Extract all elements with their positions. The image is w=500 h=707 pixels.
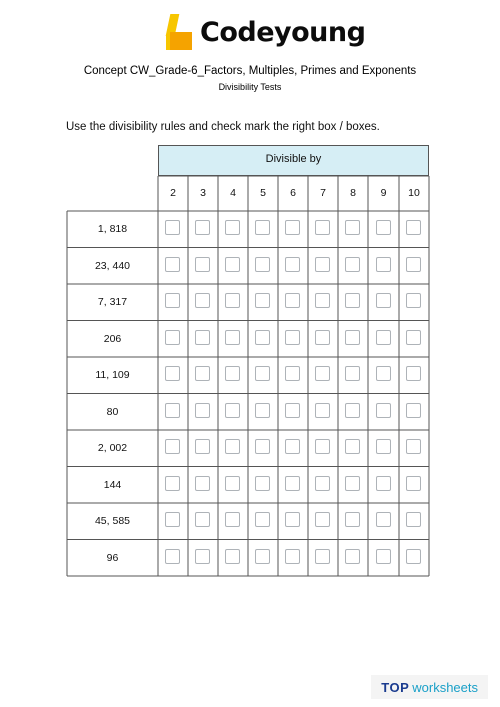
divisibility-checkbox[interactable] — [225, 403, 240, 418]
divisibility-checkbox[interactable] — [195, 366, 210, 381]
divisibility-checkbox[interactable] — [165, 549, 180, 564]
number-label: 2, 002 — [97, 442, 128, 455]
divisibility-checkbox[interactable] — [255, 439, 270, 454]
divisibility-checkbox[interactable] — [376, 330, 391, 345]
divisibility-checkbox[interactable] — [376, 439, 391, 454]
worksheet-title: Concept CW_Grade-6_Factors, Multiples, Primes and Exponents — [83, 65, 417, 77]
divisibility-checkbox[interactable] — [376, 293, 391, 308]
divisibility-checkbox[interactable] — [315, 366, 330, 381]
divisibility-checkbox[interactable] — [345, 257, 360, 272]
number-label: 7, 317 — [97, 296, 128, 309]
divisibility-checkbox[interactable] — [255, 476, 270, 491]
divisibility-checkbox[interactable] — [345, 549, 360, 564]
divisibility-checkbox[interactable] — [315, 549, 330, 564]
divisibility-checkbox[interactable] — [195, 257, 210, 272]
divisibility-checkbox[interactable] — [255, 330, 270, 345]
divisibility-checkbox[interactable] — [165, 220, 180, 235]
number-label: 80 — [106, 405, 119, 418]
divisibility-checkbox[interactable] — [406, 439, 421, 454]
divisibility-checkbox[interactable] — [345, 403, 360, 418]
divisibility-checkbox[interactable] — [406, 512, 421, 527]
divisibility-checkbox[interactable] — [165, 512, 180, 527]
divisibility-checkbox[interactable] — [345, 439, 360, 454]
divisibility-checkbox[interactable] — [315, 293, 330, 308]
divisibility-checkbox[interactable] — [376, 366, 391, 381]
divisor-label: 10 — [408, 187, 420, 199]
divisibility-checkbox[interactable] — [255, 366, 270, 381]
divisibility-checkbox[interactable] — [315, 257, 330, 272]
divisibility-checkbox[interactable] — [406, 403, 421, 418]
divisor-label: 2 — [170, 187, 176, 199]
divisibility-checkbox[interactable] — [285, 512, 300, 527]
divisibility-checkbox[interactable] — [285, 366, 300, 381]
divisibility-checkbox[interactable] — [195, 476, 210, 491]
number-label: 144 — [103, 478, 122, 491]
divisibility-checkbox[interactable] — [165, 476, 180, 491]
divisibility-checkbox[interactable] — [195, 293, 210, 308]
number-label: 23, 440 — [94, 259, 131, 272]
divisibility-checkbox[interactable] — [315, 330, 330, 345]
footer-top-label: TOP — [381, 679, 410, 695]
divisibility-checkbox[interactable] — [255, 257, 270, 272]
number-label: 1, 818 — [97, 223, 128, 236]
divisibility-checkbox[interactable] — [285, 549, 300, 564]
divisibility-checkbox[interactable] — [315, 476, 330, 491]
divisibility-checkbox[interactable] — [315, 403, 330, 418]
divisibility-checkbox[interactable] — [285, 220, 300, 235]
divisibility-checkbox[interactable] — [376, 257, 391, 272]
divisor-label: 8 — [350, 187, 356, 199]
divisibility-checkbox[interactable] — [165, 366, 180, 381]
divisibility-checkbox[interactable] — [376, 220, 391, 235]
divisibility-checkbox[interactable] — [165, 403, 180, 418]
divisibility-checkbox[interactable] — [225, 257, 240, 272]
divisibility-checkbox[interactable] — [345, 366, 360, 381]
divisibility-checkbox[interactable] — [195, 220, 210, 235]
divisibility-checkbox[interactable] — [225, 366, 240, 381]
divisibility-checkbox[interactable] — [406, 220, 421, 235]
divisibility-checkbox[interactable] — [195, 403, 210, 418]
topworksheets-badge — [371, 675, 488, 699]
divisibility-checkbox[interactable] — [195, 512, 210, 527]
divisibility-checkbox[interactable] — [406, 476, 421, 491]
divisibility-checkbox[interactable] — [285, 476, 300, 491]
brand-name: Codeyoung — [200, 16, 366, 48]
number-label: 11, 109 — [95, 369, 130, 382]
divisibility-checkbox[interactable] — [285, 403, 300, 418]
divisibility-checkbox[interactable] — [345, 293, 360, 308]
divisor-label: 6 — [290, 187, 296, 199]
divisibility-checkbox[interactable] — [285, 293, 300, 308]
number-label: 96 — [106, 551, 119, 564]
divisibility-checkbox[interactable] — [345, 220, 360, 235]
divisibility-checkbox[interactable] — [406, 293, 421, 308]
divisible-by-label: Divisible by — [265, 153, 322, 165]
number-label: 206 — [103, 332, 122, 345]
divisibility-checkbox[interactable] — [225, 293, 240, 308]
divisor-label: 9 — [380, 187, 387, 199]
divisibility-checkbox[interactable] — [255, 220, 270, 235]
worksheet-subtitle: Divisibility Tests — [218, 82, 282, 92]
number-label: 45, 585 — [94, 515, 131, 528]
divisibility-checkbox[interactable] — [376, 403, 391, 418]
divisibility-checkbox[interactable] — [225, 330, 240, 345]
instruction-text: Use the divisibility rules and check mark the right box / boxes. — [66, 121, 380, 133]
divisibility-checkbox[interactable] — [315, 439, 330, 454]
divisibility-checkbox[interactable] — [406, 549, 421, 564]
divisibility-checkbox[interactable] — [345, 512, 360, 527]
divisibility-checkbox[interactable] — [285, 257, 300, 272]
footer-worksheets-label: worksheets — [412, 679, 478, 695]
divisibility-checkbox[interactable] — [225, 439, 240, 454]
divisibility-checkbox[interactable] — [376, 512, 391, 527]
divisibility-checkbox[interactable] — [195, 439, 210, 454]
divisibility-checkbox[interactable] — [376, 549, 391, 564]
divisor-label: 5 — [260, 187, 266, 199]
divisor-label: 4 — [230, 187, 236, 199]
divisor-label: 3 — [200, 187, 206, 199]
divisibility-checkbox[interactable] — [255, 549, 270, 564]
divisor-label: 7 — [320, 187, 326, 199]
divisibility-checkbox[interactable] — [255, 293, 270, 308]
divisibility-checkbox[interactable] — [315, 220, 330, 235]
divisibility-checkbox[interactable] — [406, 257, 421, 272]
divisibility-checkbox[interactable] — [406, 366, 421, 381]
divisibility-checkbox[interactable] — [165, 330, 180, 345]
divisibility-checkbox[interactable] — [165, 293, 180, 308]
divisibility-checkbox[interactable] — [315, 512, 330, 527]
divisibility-checkbox[interactable] — [255, 512, 270, 527]
divisibility-checkbox[interactable] — [376, 476, 391, 491]
divisibility-checkbox[interactable] — [165, 439, 180, 454]
divisibility-checkbox[interactable] — [225, 220, 240, 235]
divisibility-checkbox[interactable] — [285, 439, 300, 454]
divisibility-checkbox[interactable] — [225, 512, 240, 527]
divisibility-checkbox[interactable] — [225, 476, 240, 491]
divisibility-checkbox[interactable] — [225, 549, 240, 564]
divisibility-checkbox[interactable] — [406, 330, 421, 345]
divisibility-checkbox[interactable] — [255, 403, 270, 418]
divisibility-checkbox[interactable] — [195, 549, 210, 564]
divisibility-checkbox[interactable] — [345, 330, 360, 345]
divisibility-checkbox[interactable] — [345, 476, 360, 491]
divisibility-checkbox[interactable] — [165, 257, 180, 272]
divisibility-checkbox[interactable] — [195, 330, 210, 345]
divisibility-checkbox[interactable] — [285, 330, 300, 345]
